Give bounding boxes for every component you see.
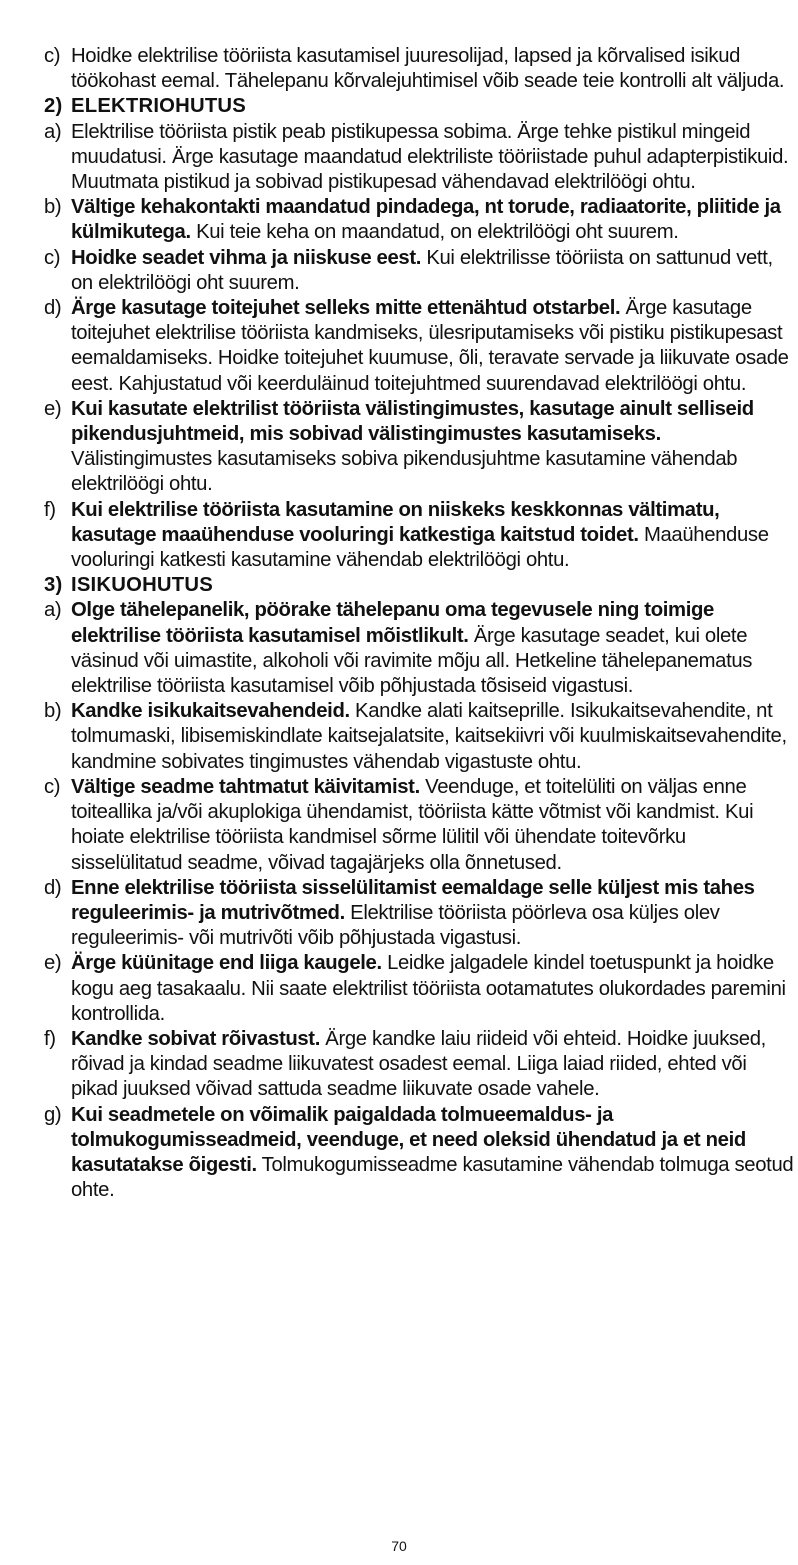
list-marker: d)	[44, 297, 62, 320]
section-number: 3)	[44, 574, 63, 597]
list-item-body: Tolmukogumisseadme kasutamine vähendab tolmuga seotud ohte.	[71, 1153, 794, 1202]
list-item-text	[71, 120, 796, 196]
list-marker: g)	[44, 1103, 62, 1126]
list-marker: a)	[44, 599, 62, 622]
list-item-text	[71, 397, 796, 498]
section-title: ELEKTRIOHUTUS	[71, 95, 246, 118]
list-item-body: Välistingimustes kasutamiseks sobiva pikendusjuhtme kasutamine vähendab elektrilöögi ohtu.	[71, 448, 738, 496]
section-heading-electrical-safety	[44, 94, 796, 119]
list-item-b-protective-equipment	[44, 699, 796, 775]
list-item-body: Elektrilise tööriista pöörleva osa küljes olev reguleerimis- või mutrivõti võib põhjustada vigastusi.	[71, 901, 720, 950]
list-item-bold-lead: Enne elektrilise tööriista sisselülitamist eemaldage selle küljest mis tahes reguleerimis- ja mutrivõtmed.	[71, 876, 755, 924]
list-marker: a)	[44, 120, 62, 143]
list-item-e-overreach	[44, 951, 796, 1027]
list-item-a-plug	[44, 120, 796, 196]
list-item-body: Veenduge, et toitelüliti on väljas enne toiteallika ja/või akuplokiga ühendamist, tööriista kätte võtmist või kandmist. Kui hoiate elektrilise tööriista kandmisel sõrme lülitil või ühendate toitevõrku sisselülitatud seadme, võivad tagajärjeks olla õnnetused.	[71, 775, 754, 874]
list-item-f-damp-environment	[44, 498, 796, 574]
list-item-text	[71, 876, 796, 952]
list-marker: f)	[44, 498, 56, 521]
list-item-c-rain-moisture	[44, 246, 796, 296]
list-item-bold-lead: Kandke sobivat rõivastust.	[71, 1027, 321, 1050]
list-marker: b)	[44, 700, 62, 723]
list-marker: c)	[44, 246, 61, 269]
list-item-d-remove-keys	[44, 876, 796, 952]
list-marker: d)	[44, 876, 62, 899]
list-item-bold-lead: Vältige seadme tahtmatut käivitamist.	[71, 775, 420, 798]
list-item-body: Maaühenduse vooluringi katkesti kasutamine vähendab elektrilöögi ohtu.	[71, 523, 769, 572]
list-item-body: Hoidke elektrilise tööriista kasutamisel juuresolijad, lapsed ja kõrvalised isikud töökohast eemal. Tähelepanu kõrvalejuhtimisel võib seade teie kontrolli alt väljuda.	[71, 45, 785, 93]
list-item-bold-lead: Kandke isikukaitsevahendeid.	[71, 700, 350, 723]
list-item-a-attentive	[44, 598, 796, 699]
list-item-bold-lead: Ärge küünitage end liiga kaugele.	[71, 952, 382, 975]
safety-instructions-page	[44, 44, 796, 1203]
list-item-text	[71, 195, 796, 245]
list-item-c-bystanders	[44, 44, 796, 94]
list-item-text	[71, 699, 796, 775]
list-marker: e)	[44, 397, 62, 420]
list-item-text	[71, 296, 796, 397]
list-item-text	[71, 775, 796, 876]
list-item-b-grounded-surfaces	[44, 195, 796, 245]
list-item-bold-lead: Hoidke seadet vihma ja niiskuse eest.	[71, 246, 422, 269]
list-item-bold-lead: Kui elektrilise tööriista kasutamine on niiskeks keskkonnas vältimatu, kasutage maaühenduse vooluringi katkestiga kaitstud toidet.	[71, 498, 720, 546]
list-item-body: Kui elektrilisse tööriista on sattunud vett, on elektrilöögi oht suurem.	[71, 246, 773, 294]
section-title: ISIKUOHUTUS	[71, 574, 213, 597]
list-item-body: Ärge kasutage seadet, kui olete väsinud või uimastite, alkoholi või ravimite mõju all. Hetkeline tähelepanematus elektrilise tööriista kasutamisel võib põhjustada tõsiseid vigastusi.	[71, 624, 753, 698]
list-item-bold-lead: Ärge kasutage toitejuhet selleks mitte ettenähtud otstarbel.	[71, 297, 621, 320]
list-item-f-clothing	[44, 1027, 796, 1103]
section-number: 2)	[44, 95, 63, 118]
list-item-body: Leidke jalgadele kindel toetuspunkt ja hoidke kogu aeg tasakaalu. Nii saate elektrilist tööriista ootamatutes olukordades paremini kontrollida.	[71, 952, 786, 1025]
list-item-e-outdoor-extension	[44, 397, 796, 498]
list-item-body: Kui teie keha on maandatud, on elektrilöögi oht suurem.	[190, 221, 679, 244]
list-item-bold-lead: Olge tähelepanelik, pöörake tähelepanu oma tegevusele ning toimige elektrilise tööriista kasutamisel mõistlikult.	[71, 599, 714, 647]
list-item-bold-lead: Kui seadmetele on võimalik paigaldada tolmueemaldus- ja tolmukogumisseadmeid, veenduge, et need oleksid ühendatud ja et neid kasutatakse õigesti.	[71, 1103, 746, 1176]
list-item-body: Kandke alati kaitseprille. Isikukaitsevahendite, nt tolmumaski, libisemiskindlate kaitsejalatsite, kaitsekiivri või kuulmiskaitsevahendite, kandmine sobivates tingimustes vähendab vigastuste ohtu.	[71, 700, 787, 773]
list-item-text	[71, 951, 796, 1027]
list-item-text	[71, 598, 796, 699]
list-item-text	[71, 246, 796, 296]
list-item-text	[71, 44, 796, 94]
list-marker: b)	[44, 196, 62, 219]
list-marker: f)	[44, 1027, 56, 1050]
section-heading-personal-safety	[44, 573, 796, 598]
list-item-d-power-cord	[44, 296, 796, 397]
list-item-text	[71, 498, 796, 574]
list-marker: c)	[44, 45, 61, 67]
list-item-g-dust-extraction	[44, 1103, 796, 1204]
list-item-body: Ärge kandke laiu riideid või ehteid. Hoidke juuksed, rõivad ja kindad seadme liikuvatest osadest eemal. Liiga laiad riided, ehted või pikad juuksed võivad sattuda seadme liikuvate osade vahele.	[71, 1027, 766, 1101]
list-item-body: Elektrilise tööriista pistik peab pistikupessa sobima. Ärge tehke pistikul mingeid muudatusi. Ärge kasutage maandatud elektriliste tööriistade puhul adapterpistikuid. Muutmata pistikud ja sobivad pistikupesad vähendavad elektrilöögi ohtu.	[71, 120, 789, 194]
list-marker: c)	[44, 775, 61, 798]
list-item-bold-lead: Kui kasutate elektrilist tööriista välistingimustes, kasutage ainult selliseid pikendusjuhtmeid, mis sobivad välistingimustes kasutamiseks.	[71, 397, 754, 446]
page-number: 70	[391, 1538, 407, 1554]
list-marker: e)	[44, 952, 62, 975]
list-item-text	[71, 1103, 796, 1204]
list-item-text	[71, 1027, 796, 1103]
list-item-bold-lead: Vältige kehakontakti maandatud pindadega, nt torude, radiaatorite, pliitide ja külmikutega.	[71, 196, 781, 244]
list-item-c-unintended-start	[44, 775, 796, 876]
list-item-body: Ärge kasutage toitejuhet elektrilise tööriista kandmiseks, ülesriputamiseks või pistiku pistikupesast eemaldamiseks. Hoidke toitejuhet kuumuse, õli, teravate servade ja liikuvate osade eest. Kahjustatud või keerduläinud toitejuhtmed suurendavad elektrilöögi ohtu.	[71, 297, 789, 395]
